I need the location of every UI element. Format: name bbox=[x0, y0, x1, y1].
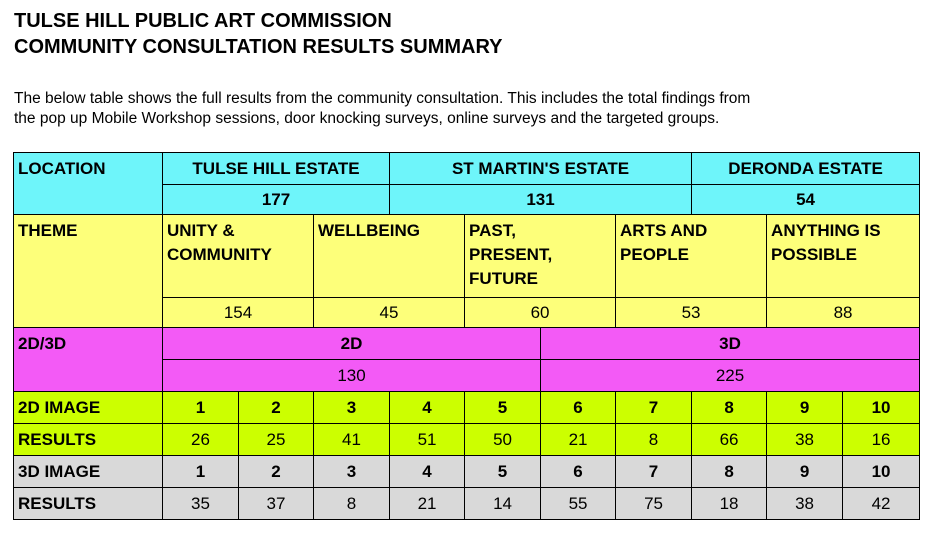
image-3d-number: 8 bbox=[692, 456, 767, 488]
estate-count-st-martins: 131 bbox=[390, 185, 692, 215]
estate-name-deronda: DERONDA ESTATE bbox=[692, 153, 920, 185]
intro-paragraph bbox=[14, 89, 924, 129]
estate-name-tulse-hill: TULSE HILL ESTATE bbox=[163, 153, 390, 185]
estate-count-tulse-hill: 177 bbox=[163, 185, 390, 215]
theme-name-line: PRESENT, bbox=[469, 245, 553, 264]
theme-past-present-future bbox=[465, 215, 616, 298]
result-2d-value: 41 bbox=[314, 424, 390, 456]
dims-name-2d: 2D bbox=[163, 328, 541, 360]
dims-row bbox=[14, 328, 920, 360]
result-3d-value: 38 bbox=[767, 488, 843, 520]
theme-name-line: ARTS AND bbox=[620, 221, 708, 240]
theme-count: 53 bbox=[616, 298, 767, 328]
image-3d-row bbox=[14, 456, 920, 488]
theme-name-line: POSSIBLE bbox=[771, 245, 858, 264]
title-line-2: COMMUNITY CONSULTATION RESULTS SUMMARY bbox=[14, 36, 503, 58]
image-2d-number: 7 bbox=[616, 392, 692, 424]
result-2d-value: 66 bbox=[692, 424, 767, 456]
image-3d-number: 5 bbox=[465, 456, 541, 488]
theme-count: 154 bbox=[163, 298, 314, 328]
result-3d-value: 42 bbox=[843, 488, 920, 520]
estate-count-deronda: 54 bbox=[692, 185, 920, 215]
image-3d-number: 1 bbox=[163, 456, 239, 488]
results-2d-label: RESULTS bbox=[14, 424, 163, 456]
theme-arts-and-people bbox=[616, 215, 767, 298]
result-3d-value: 75 bbox=[616, 488, 692, 520]
dims-label: 2D/3D bbox=[14, 328, 163, 392]
result-2d-value: 50 bbox=[465, 424, 541, 456]
theme-row bbox=[14, 215, 920, 298]
result-2d-value: 38 bbox=[767, 424, 843, 456]
intro-line-1: The below table shows the full results from the community consultation. This includes the total findings from bbox=[14, 90, 751, 107]
location-row bbox=[14, 153, 920, 185]
image-2d-number: 8 bbox=[692, 392, 767, 424]
result-3d-value: 21 bbox=[390, 488, 465, 520]
results-3d-row bbox=[14, 488, 920, 520]
image-3d-number: 7 bbox=[616, 456, 692, 488]
theme-name-line: PAST, bbox=[469, 221, 516, 240]
results-2d-row bbox=[14, 424, 920, 456]
image-3d-label: 3D IMAGE bbox=[14, 456, 163, 488]
image-2d-number: 5 bbox=[465, 392, 541, 424]
image-2d-label: 2D IMAGE bbox=[14, 392, 163, 424]
result-3d-value: 8 bbox=[314, 488, 390, 520]
dims-name-3d: 3D bbox=[541, 328, 920, 360]
result-3d-value: 14 bbox=[465, 488, 541, 520]
image-3d-number: 6 bbox=[541, 456, 616, 488]
image-3d-number: 10 bbox=[843, 456, 920, 488]
image-3d-number: 4 bbox=[390, 456, 465, 488]
theme-count: 45 bbox=[314, 298, 465, 328]
theme-count: 60 bbox=[465, 298, 616, 328]
image-3d-number: 3 bbox=[314, 456, 390, 488]
result-3d-value: 18 bbox=[692, 488, 767, 520]
results-table bbox=[13, 152, 920, 520]
theme-name-line: UNITY & bbox=[167, 221, 235, 240]
image-2d-number: 1 bbox=[163, 392, 239, 424]
theme-name-line: COMMUNITY bbox=[167, 245, 272, 264]
theme-name-line: WELLBEING bbox=[318, 221, 420, 240]
result-3d-value: 55 bbox=[541, 488, 616, 520]
document-title bbox=[14, 8, 503, 60]
result-2d-value: 16 bbox=[843, 424, 920, 456]
image-2d-number: 10 bbox=[843, 392, 920, 424]
theme-unity-community bbox=[163, 215, 314, 298]
result-3d-value: 37 bbox=[239, 488, 314, 520]
theme-count: 88 bbox=[767, 298, 920, 328]
result-2d-value: 21 bbox=[541, 424, 616, 456]
theme-name-line: ANYTHING IS bbox=[771, 221, 881, 240]
intro-line-2: the pop up Mobile Workshop sessions, door knocking surveys, online surveys and the targeted groups. bbox=[14, 110, 720, 127]
location-label: LOCATION bbox=[14, 153, 163, 215]
theme-label: THEME bbox=[14, 215, 163, 328]
dims-count-2d: 130 bbox=[163, 360, 541, 392]
result-2d-value: 8 bbox=[616, 424, 692, 456]
title-line-1: TULSE HILL PUBLIC ART COMMISSION bbox=[14, 10, 392, 32]
image-3d-number: 2 bbox=[239, 456, 314, 488]
theme-anything-is-possible bbox=[767, 215, 920, 298]
result-2d-value: 25 bbox=[239, 424, 314, 456]
theme-name-line: FUTURE bbox=[469, 269, 538, 288]
image-2d-number: 4 bbox=[390, 392, 465, 424]
image-2d-number: 3 bbox=[314, 392, 390, 424]
results-3d-label: RESULTS bbox=[14, 488, 163, 520]
result-2d-value: 26 bbox=[163, 424, 239, 456]
image-2d-number: 9 bbox=[767, 392, 843, 424]
theme-wellbeing bbox=[314, 215, 465, 298]
image-3d-number: 9 bbox=[767, 456, 843, 488]
image-2d-row bbox=[14, 392, 920, 424]
theme-name-line: PEOPLE bbox=[620, 245, 689, 264]
image-2d-number: 6 bbox=[541, 392, 616, 424]
result-2d-value: 51 bbox=[390, 424, 465, 456]
dims-count-3d: 225 bbox=[541, 360, 920, 392]
image-2d-number: 2 bbox=[239, 392, 314, 424]
estate-name-st-martins: ST MARTIN'S ESTATE bbox=[390, 153, 692, 185]
result-3d-value: 35 bbox=[163, 488, 239, 520]
